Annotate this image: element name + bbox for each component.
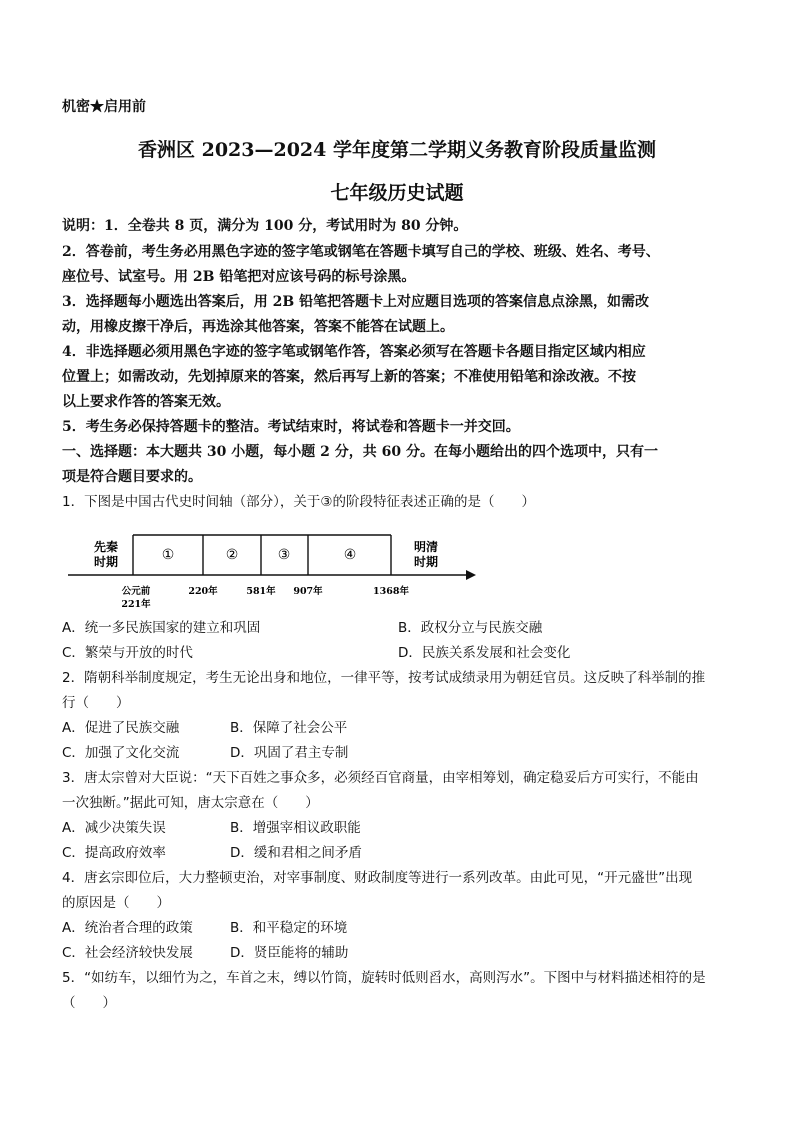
history-timeline (62, 522, 482, 614)
instruction-line: 3．选择题每小题选出答案后，用 2B 铅笔把答题卡上对应题目选项的答案信息点涂黑，如需改 (62, 294, 650, 310)
q2-option-d: D．巩固了君主专制 (230, 745, 349, 761)
question-4-stem: 的原因是（ ） (62, 895, 170, 911)
section-heading: 一、选择题：本大题共 30 小题，每小题 2 分，共 60 分。在每小题给出的四个选项中，只有一 (62, 444, 658, 460)
instruction-line: 2．答卷前，考生务必用黑色字迹的签字笔或钢笔在答题卡填写自己的学校、班级、姓名、考号、 (62, 244, 660, 260)
question-4-stem: 4．唐玄宗即位后，大力整顿吏治，对宰事制度、财政制度等进行一系列改革。由此可见，“开元盛世”出现 (62, 870, 693, 886)
q4-option-c: C．社会经济较快发展 (62, 945, 193, 961)
instruction-line: 4．非选择题必须用黑色字迹的签字笔或钢笔作答，答案必须写在答题卡各题目指定区域内相应 (62, 344, 646, 360)
q4-option-d: D．贤臣能将的辅助 (230, 945, 349, 961)
q3-option-c: C．提高政府效率 (62, 845, 166, 861)
instruction-line: 以上要求作答的答案无效。 (62, 394, 230, 410)
q2-option-c: C．加强了文化交流 (62, 745, 180, 761)
question-3-stem: 一次独断。”据此可知，唐太宗意在（ ） (62, 795, 319, 811)
exam-subtitle: 七年级历史试题 (330, 182, 464, 204)
q2-option-b: B．保障了社会公平 (230, 720, 348, 736)
question-5-stem: （ ） (62, 995, 116, 1011)
tick-label: 221年 (121, 599, 151, 610)
segment-label: ③ (277, 547, 291, 563)
question-1-stem: 1．下图是中国古代史时间轴（部分），关于③的阶段特征表述正确的是（ ） (62, 494, 535, 510)
instruction-line: 动，用橡皮擦干净后，再选涂其他答案，答案不能答在试题上。 (62, 319, 454, 335)
exam-title: 香洲区 2023—2024 学年度第二学期义务教育阶段质量监测 (138, 139, 656, 161)
segment-label: ④ (343, 547, 357, 563)
segment-label: ① (161, 547, 175, 563)
q2-option-a: A．促进了民族交融 (62, 720, 180, 736)
instruction-line: 位置上；如需改动，先划掉原来的答案，然后再写上新的答案；不准使用铅笔和涂改液。不按 (62, 369, 636, 385)
tick-label: 581年 (246, 586, 276, 597)
instruction-line: 5．考生务必保持答题卡的整洁。考试结束时，将试卷和答题卡一并交回。 (62, 419, 520, 435)
q1-option-a: A．统一多民族国家的建立和巩固 (62, 620, 261, 636)
q3-option-a: A．减少决策失误 (62, 820, 166, 836)
q4-option-b: B．和平稳定的环境 (230, 920, 348, 936)
question-2-stem: 2．隋朝科举制度规定，考生无论出身和地位，一律平等，按考试成绩录用为朝廷官员。这反映了科举制的推 (62, 670, 706, 686)
timeline-arrow (466, 570, 476, 580)
q3-option-b: B．增强宰相议政职能 (230, 820, 361, 836)
q1-option-d: D．民族关系发展和社会变化 (398, 645, 571, 661)
tick-label: 1368年 (373, 586, 409, 597)
tick-label: 公元前 (121, 586, 151, 597)
question-2-stem: 行（ ） (62, 695, 130, 711)
q3-option-d: D．缓和君相之间矛盾 (230, 845, 362, 861)
segment-label: 时期 (93, 555, 119, 569)
segment-label: ② (225, 547, 239, 563)
tick-label: 220年 (188, 586, 218, 597)
confidential-label: 机密★启用前 (62, 99, 146, 115)
segment-label: 先秦 (93, 540, 119, 554)
q1-option-c: C．繁荣与开放的时代 (62, 645, 193, 661)
question-5-stem: 5．“如纺车，以细竹为之，车首之末，缚以竹筒，旋转时低则舀水，高则泻水”。下图中与材料描述相符的是 (62, 970, 706, 986)
segment-label: 明清 (413, 540, 439, 554)
tick-label: 907年 (293, 586, 323, 597)
section-heading: 项是符合题目要求的。 (62, 469, 202, 485)
q1-option-b: B．政权分立与民族交融 (398, 620, 543, 636)
instruction-line: 座位号、试室号。用 2B 铅笔把对应该号码的标号涂黑。 (62, 269, 416, 285)
instruction-line: 说明：1．全卷共 8 页，满分为 100 分，考试用时为 80 分钟。 (62, 218, 468, 234)
question-3-stem: 3．唐太宗曾对大臣说：“天下百姓之事众多，必须经百官商量，由宰相筹划，确定稳妥后方可实行，不能由 (62, 770, 699, 786)
q4-option-a: A．统治者合理的政策 (62, 920, 193, 936)
segment-label: 时期 (413, 555, 439, 569)
